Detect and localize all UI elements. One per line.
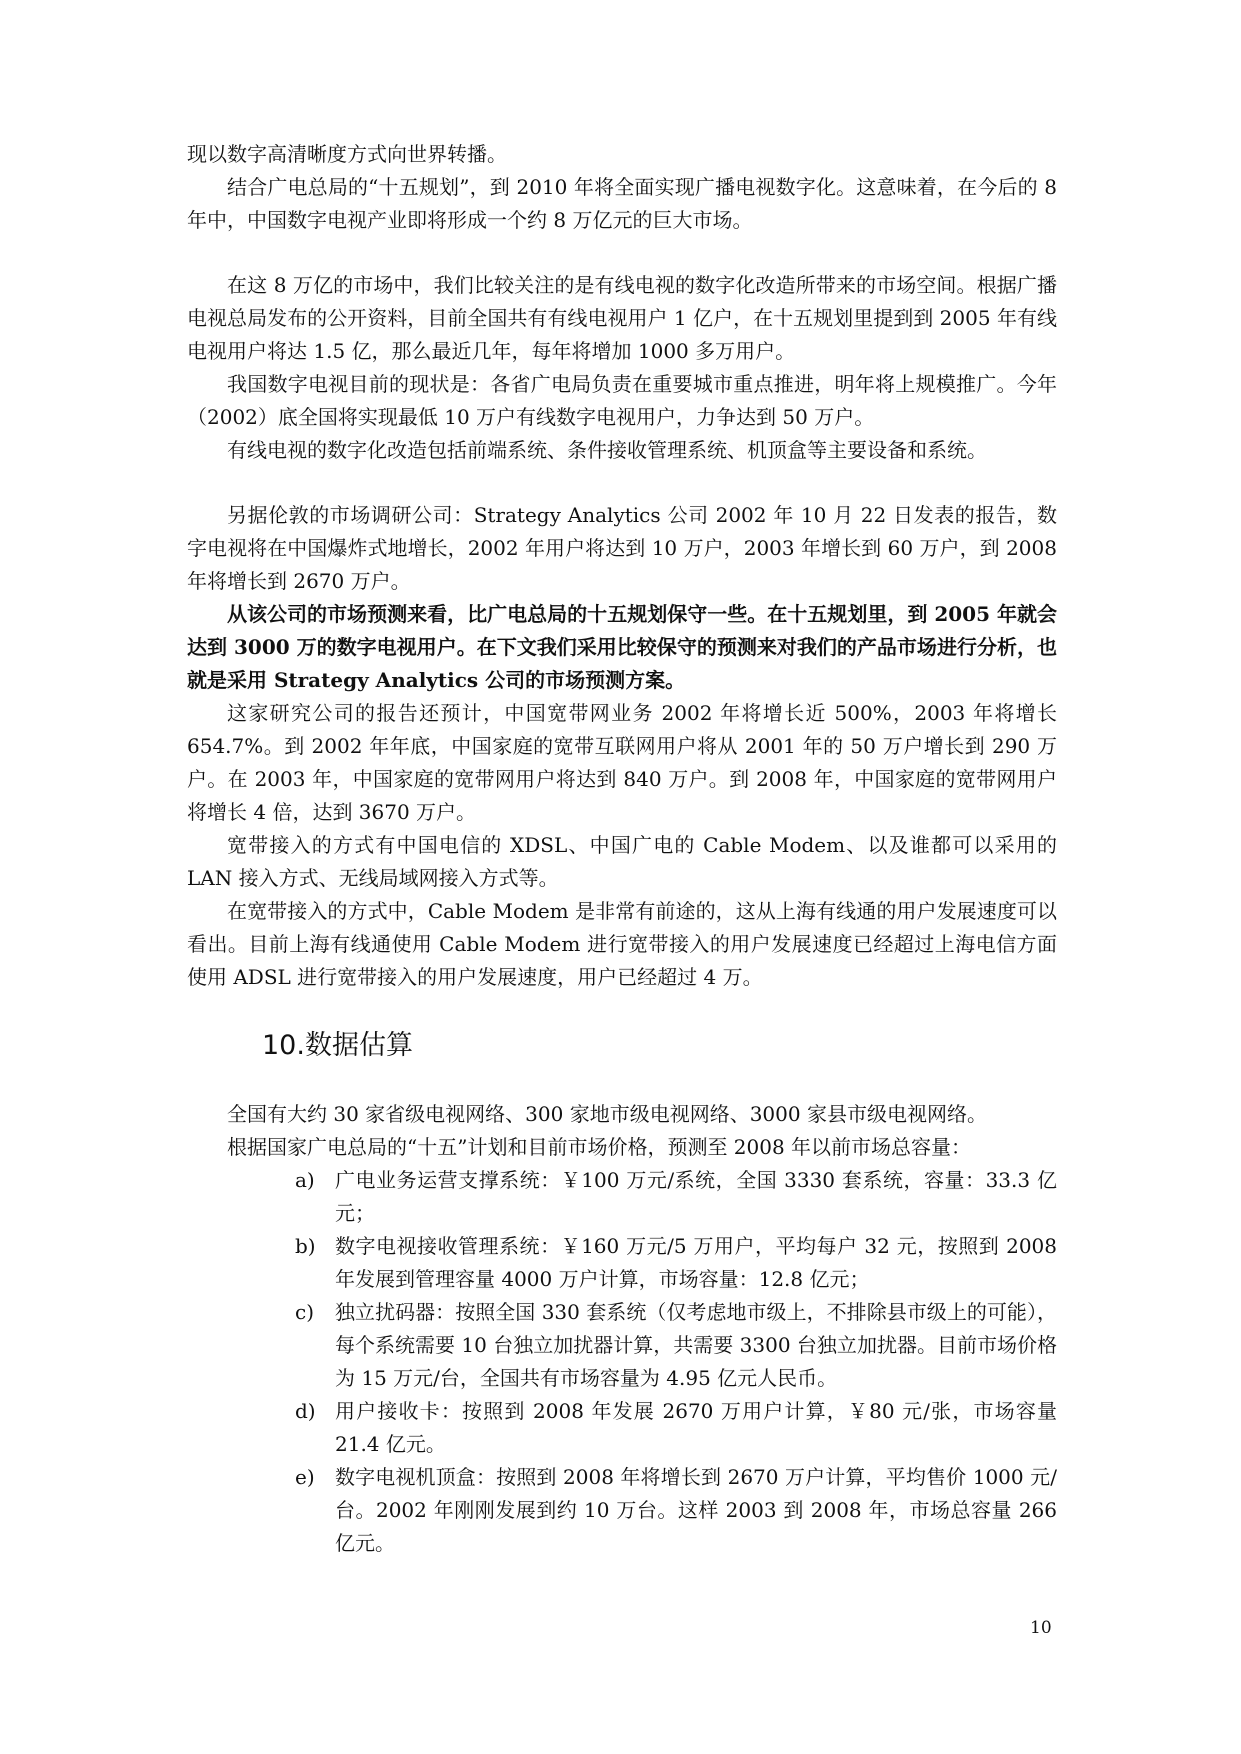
list-marker: d) — [295, 1399, 316, 1423]
list-item-text: 用户接收卡：按照到 2008 年发展 2670 万用户计算，￥80 元/张，市场容量 21.4 亿元。 — [335, 1399, 1057, 1456]
list-item-text: 数字电视接收管理系统：￥160 万元/5 万用户，平均每户 32 元，按照到 2008 年发展到管理容量 4000 万户计算，市场容量：12.8 亿元； — [335, 1234, 1057, 1291]
list-item-text: 广电业务运营支撑系统：￥100 万元/系统，全国 3330 套系统，容量：33.3 亿元； — [335, 1168, 1057, 1225]
list-item — [295, 1296, 1057, 1395]
list-item — [295, 1230, 1057, 1296]
estimate-intro-1: 全国有大约 30 家省级电视网络、300 家地市级电视网络、3000 家县市级电视网络。 — [227, 1102, 987, 1126]
list-item — [295, 1164, 1057, 1230]
paragraph-gap — [187, 237, 1057, 269]
list-marker: a) — [295, 1168, 315, 1192]
paragraph-6: 另据伦敦的市场调研公司：Strategy Analytics 公司 2002 年 10 月 22 日发表的报告，数字电视将在中国爆炸式地增长，2002 年用户将达到 10 万户，2003 年增长到 60 万户，到 2008 年将增长到 2670 万户。 — [187, 503, 1057, 593]
list-marker: b) — [295, 1234, 316, 1258]
paragraph-gap — [187, 467, 1057, 499]
list-item — [295, 1395, 1057, 1461]
list-item-text: 独立扰码器：按照全国 330 套系统（仅考虑地市级上，不排除县市级上的可能），每个系统需要 10 台独立加扰器计算，共需要 3300 台独立加扰器。目前市场价格为 15 万元/台，全国共有市场容量为 4.95 亿元人民币。 — [335, 1300, 1057, 1390]
document-body — [187, 138, 1057, 1560]
paragraph-3: 在这 8 万亿的市场中，我们比较关注的是有线电视的数字化改造所带来的市场空间。根据广播电视总局发布的公开资料，目前全国共有有线电视用户 1 亿户，在十五规划里提到到 2005 年有线电视用户将达 1.5 亿，那么最近几年，每年将增加 1000 多万用户。 — [187, 273, 1057, 363]
list-item — [295, 1461, 1057, 1560]
paragraph-10: 在宽带接入的方式中，Cable Modem 是非常有前途的，这从上海有线通的用户发展速度可以看出。目前上海有线通使用 Cable Modem 进行宽带接入的用户发展速度已经超过上海电信方面使用 ADSL 进行宽带接入的用户发展速度，用户已经超过 4 万。 — [187, 899, 1057, 989]
list-item-text: 数字电视机顶盒：按照到 2008 年将增长到 2670 万户计算，平均售价 1000 元/台。2002 年刚刚发展到约 10 万台。这样 2003 到 2008 年，市场总容量 266 亿元。 — [335, 1465, 1057, 1555]
paragraph-8: 这家研究公司的报告还预计，中国宽带网业务 2002 年将增长近 500%，2003 年将增长 654.7%。到 2002 年年底，中国家庭的宽带互联网用户将从 2001 年的 50 万户增长到 290 万户。在 2003 年，中国家庭的宽带网用户将达到 840 万户。到 2008 年，中国家庭的宽带网用户将增长 4 倍，达到 3670 万户。 — [187, 701, 1057, 824]
estimate-list — [295, 1164, 1057, 1560]
page-number: 10 — [1030, 1618, 1052, 1638]
list-marker: c) — [295, 1300, 315, 1324]
paragraph-1: 现以数字高清晰度方式向世界转播。 — [187, 142, 507, 166]
estimate-intro-2: 根据国家广电总局的“十五”计划和目前市场价格，预测至 2008 年以前市场总容量： — [227, 1135, 972, 1159]
section-heading: 10.数据估算 — [262, 1030, 413, 1061]
paragraph-7-bold: 从该公司的市场预测来看，比广电总局的十五规划保守一些。在十五规划里，到 2005 年就会达到 3000 万的数字电视用户。在下文我们采用比较保守的预测来对我们的产品市场进行分析，也就是采用 Strategy Analytics 公司的市场预测方案。 — [187, 602, 1057, 692]
paragraph-2: 结合广电总局的“十五规划”，到 2010 年将全面实现广播电视数字化。这意味着，在今后的 8 年中，中国数字电视产业即将形成一个约 8 万亿元的巨大市场。 — [187, 175, 1057, 232]
paragraph-9: 宽带接入的方式有中国电信的 XDSL、中国广电的 Cable Modem、以及谁都可以采用的 LAN 接入方式、无线局域网接入方式等。 — [187, 833, 1057, 890]
paragraph-4: 我国数字电视目前的现状是：各省广电局负责在重要城市重点推进，明年将上规模推广。今年（2002）底全国将实现最低 10 万户有线数字电视用户，力争达到 50 万户。 — [187, 372, 1057, 429]
list-marker: e) — [295, 1465, 315, 1489]
paragraph-5: 有线电视的数字化改造包括前端系统、条件接收管理系统、机顶盒等主要设备和系统。 — [227, 438, 987, 462]
